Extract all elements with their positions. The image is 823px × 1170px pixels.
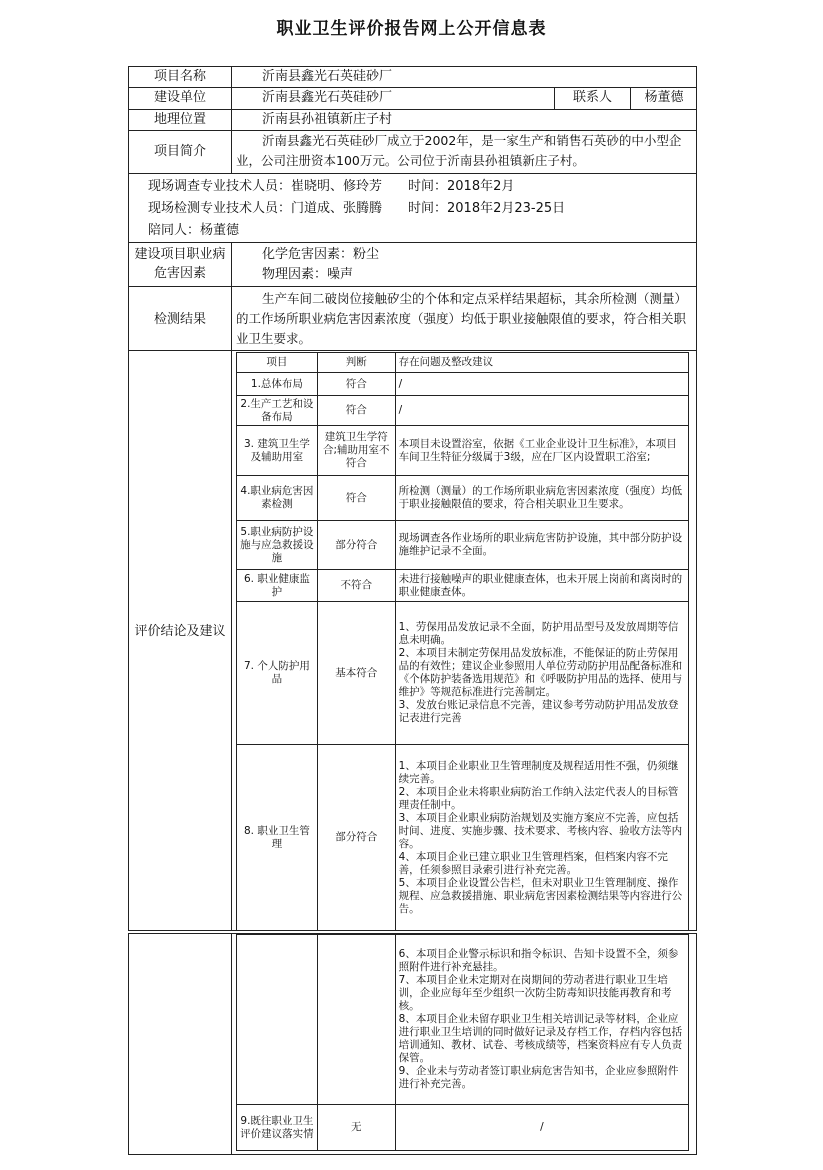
row-notes: [395, 745, 688, 931]
row-judge: 符合: [317, 476, 395, 521]
contact-value: 杨董德: [644, 90, 684, 105]
evaluation-table-continued: [236, 934, 689, 1151]
row-notes: [395, 935, 688, 1105]
note-line: 8、本项目企业未留存职业卫生相关培训记录等材料，企业应进行职业卫生培训的同时做好记录及存档工作，存档内容包括培训通知、教材、试卷、考核成绩等，档案资料应有专人负责保管。: [398, 1013, 683, 1064]
row-item: 6. 职业健康监护: [237, 570, 318, 602]
col-header-notes: 存在问题及整改建议: [395, 353, 688, 373]
note-line: 2、本项目未制定劳保用品发放标准，不能保证的防止劳保用品的有效性；建议企业参照用人单位劳动防护用品配备标准和《个体防护装备选用规范》和《呼吸防护用品的选择、使用与维护》等规范标准进行完善制定。: [398, 647, 683, 698]
row-judge-empty: [317, 935, 395, 1105]
note-line: 9、企业未与劳动者签订职业病危害告知书，企业应参照附件进行补充完善。: [398, 1065, 679, 1090]
row-item: 7. 个人防护用品: [237, 602, 318, 745]
project-name-label: 项目名称: [153, 69, 206, 84]
page-title: 职业卫生评价报告网上公开信息表: [276, 19, 547, 39]
row-judge: 不符合: [317, 570, 395, 602]
intro-label: 项目简介: [153, 144, 206, 159]
survey-line-2: 现场检测专业技术人员：门道成、张腾腾 时间：2018年2月23-25日: [148, 201, 566, 216]
row-notes: /: [395, 1105, 688, 1151]
hazards-chemical: 化学危害因素：粉尘: [262, 247, 380, 262]
row-judge: 建筑卫生学符合;辅助用室不符合: [317, 426, 395, 476]
note-line: 3、本项目企业职业病防治规划及实施方案应不完善，应包括时间、进度、实施步骤、技术要求、考核内容、验收方法等内容。: [398, 811, 683, 850]
intro-value: 沂南县鑫光石英硅砂厂成立于2002年，是一家生产和销售石英砂的中小型企业，公司注册资本100万元。公司位于沂南县孙祖镇新庄子村。: [236, 133, 682, 168]
note-line: 7、本项目企业未定期对在岗期间的劳动者进行职业卫生培训，企业应每年至少组织一次防尘防毒知识技能再教育和考核。: [398, 974, 672, 1012]
row-notes: 未进行接触噪声的职业健康查体，也未开展上岗前和离岗时的职业健康查体。: [395, 570, 688, 602]
row-item: 1.总体布局: [237, 373, 318, 396]
note-line: 3、发放台账记录信息不完善，建议参考劳动防护用品发放登记表进行完善: [398, 699, 679, 724]
results-label: 检测结果: [153, 312, 206, 327]
col-header-item: 项目: [237, 353, 318, 373]
row-judge: 部分符合: [317, 745, 395, 931]
hazards-physical: 物理因素：噪声: [262, 267, 354, 282]
location-value: 沂南县孙祖镇新庄子村: [262, 112, 393, 127]
note-line: 1、本项目企业职业卫生管理制度及规程适用性不强，仍须继续完善。: [398, 759, 679, 785]
table-row: [237, 935, 689, 1105]
row-judge: 基本符合: [317, 602, 395, 745]
evaluation-table: [236, 352, 689, 931]
row-notes: 本项目未设置浴室，依据《工业企业设计卫生标准》，本项目车间卫生特征分级属于3级，应在厂区内设置职工浴室;: [395, 426, 688, 476]
note-line: 4、本项目企业已建立职业卫生管理档案，但档案内容不完善，任须参照目录索引进行补充完善。: [398, 850, 668, 876]
row-notes: 所检测（测量）的工作场所职业病危害因素浓度（强度）均低于职业接触限值的要求，符合相关职业卫生要求。: [395, 476, 688, 521]
location-label: 地理位置: [153, 112, 206, 127]
unit-label: 建设单位: [153, 90, 206, 105]
row-item: 2.生产工艺和设备布局: [237, 396, 318, 426]
survey-line-3: 陪同人：杨董德: [148, 223, 240, 238]
row-notes: /: [395, 373, 688, 396]
hazards-label: 建设项目职业病危害因素: [134, 247, 226, 281]
results-value: 生产车间二破岗位接触矽尘的个体和定点采样结果超标，其余所检测（测量）的工作场所职业病危害因素浓度（强度）均低于职业接触限值的要求，符合相关职业卫生要求。: [236, 291, 688, 346]
col-header-judge: 判断: [317, 353, 395, 373]
row-judge: 符合: [317, 396, 395, 426]
table-row: [237, 1105, 689, 1151]
note-line: 5、本项目企业设置公告栏，但未对职业卫生管理制度、操作规程、应急救援措施、职业病危害因素检测结果等内容进行公告。: [398, 876, 683, 915]
row-notes: [395, 602, 688, 745]
contact-label: 联系人: [572, 90, 612, 105]
table-row: [237, 426, 689, 476]
survey-line-1: 现场调查专业技术人员：崔晓明、修玲芳 时间：2018年2月: [148, 179, 515, 194]
table-row: [237, 602, 689, 745]
table-row: [237, 570, 689, 602]
table-row: [237, 396, 689, 426]
row-item-empty: [237, 935, 318, 1105]
row-item: 8. 职业卫生管理: [237, 745, 318, 931]
note-line: 2、本项目企业未将职业病防治工作纳入法定代表人的目标管理责任制中。: [398, 785, 679, 811]
table-row: [237, 476, 689, 521]
project-name-value: 沂南县鑫光石英硅砂厂: [262, 69, 393, 84]
evaluation-label: 评价结论及建议: [134, 624, 226, 639]
table-row: [237, 373, 689, 396]
row-notes: 现场调查各作业场所的职业病危害防护设施，其中部分防护设施维护记录不全面。: [395, 521, 688, 570]
row-item: 4.职业病危害因素检测: [237, 476, 318, 521]
table-row: [237, 521, 689, 570]
table-row: [237, 745, 689, 931]
unit-value: 沂南县鑫光石英硅砂厂: [262, 90, 393, 105]
row-item: 3. 建筑卫生学及辅助用室: [237, 426, 318, 476]
row-judge: 符合: [317, 373, 395, 396]
note-line: 1、劳保用品发放记录不全面，防护用品型号及发放周期等信息未明确。: [398, 621, 679, 646]
note-line: 6、本项目企业警示标识和指令标识、告知卡设置不全，须参照附件进行补充悬挂。: [398, 948, 679, 973]
row-item: 5.职业病防护设施与应急救援设施: [237, 521, 318, 570]
row-notes: /: [395, 396, 688, 426]
row-judge: 无: [317, 1105, 395, 1151]
row-judge: 部分符合: [317, 521, 395, 570]
row-item: 9.既往职业卫生评价建议落实情: [237, 1105, 318, 1151]
